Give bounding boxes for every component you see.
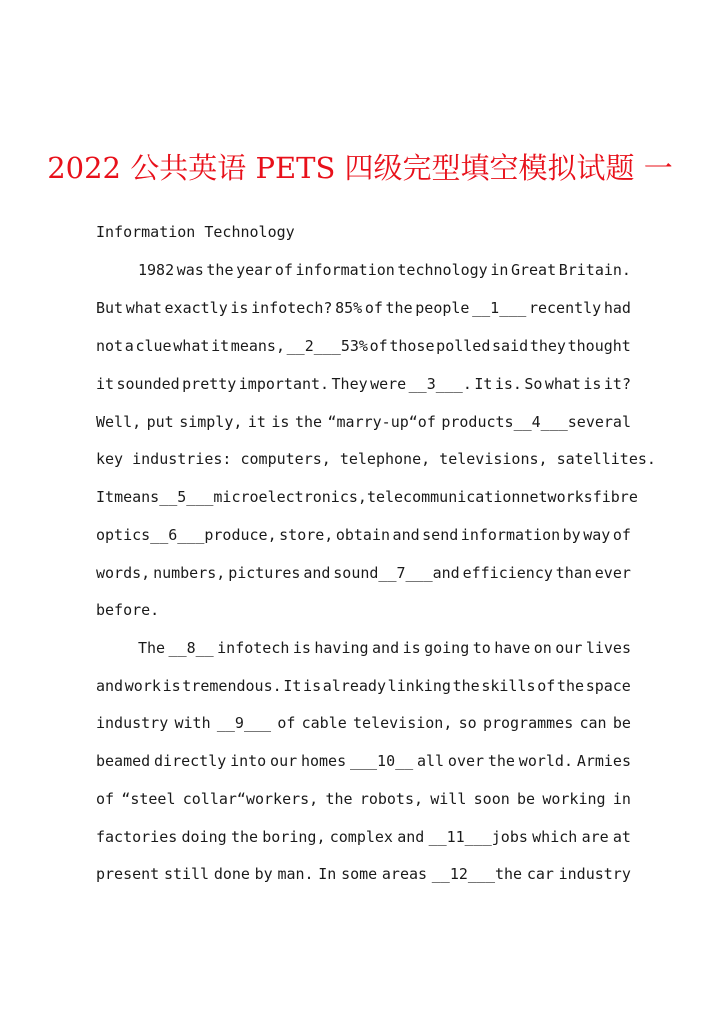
word: obtain bbox=[335, 526, 391, 544]
paragraph-line bbox=[96, 561, 631, 585]
paragraph-line bbox=[96, 711, 631, 735]
paragraph-line bbox=[96, 523, 631, 547]
word: working bbox=[542, 790, 606, 808]
word: done bbox=[213, 865, 250, 883]
word: having bbox=[314, 639, 369, 657]
word: all bbox=[417, 752, 445, 770]
word: lives bbox=[585, 639, 631, 657]
word: is bbox=[583, 375, 602, 393]
word: they bbox=[529, 337, 566, 355]
word: of bbox=[537, 677, 556, 695]
word: ever bbox=[594, 564, 631, 582]
word: store, bbox=[279, 526, 334, 544]
word: cable bbox=[301, 714, 347, 732]
document-title: 2022 公共英语 PETS 四级完型填空模拟试题 一 bbox=[47, 151, 673, 185]
word: the bbox=[294, 413, 323, 431]
paragraph-line: key industries: computers, telephone, televisions, satellites. bbox=[96, 450, 656, 468]
word: of bbox=[277, 714, 296, 732]
paragraph-line bbox=[138, 636, 631, 660]
word: is bbox=[230, 299, 249, 317]
word: infotech? bbox=[251, 299, 333, 317]
word: the bbox=[556, 677, 585, 695]
word: the bbox=[230, 828, 259, 846]
word: than bbox=[555, 564, 592, 582]
word: it bbox=[247, 413, 266, 431]
word: means bbox=[114, 488, 160, 506]
word: boring, bbox=[262, 828, 326, 846]
word: what bbox=[544, 375, 581, 393]
word: is. bbox=[494, 375, 522, 393]
paragraph-line bbox=[96, 334, 631, 358]
word: The bbox=[138, 639, 166, 657]
word: __2___53% bbox=[286, 337, 368, 355]
word: __1___ bbox=[472, 299, 527, 317]
word: are bbox=[581, 828, 609, 846]
word: fibre bbox=[592, 488, 638, 506]
word: some bbox=[341, 865, 378, 883]
word: It bbox=[474, 375, 493, 393]
word: industry bbox=[96, 714, 169, 732]
word: collar“workers, bbox=[182, 790, 319, 808]
word: Britain. bbox=[558, 261, 631, 279]
word: and bbox=[96, 677, 124, 695]
word: people bbox=[415, 299, 470, 317]
word: present bbox=[96, 865, 160, 883]
word: polled bbox=[436, 337, 491, 355]
word: recently bbox=[528, 299, 602, 317]
word: our bbox=[270, 752, 298, 770]
word: world. bbox=[518, 752, 573, 770]
paragraph-line bbox=[96, 749, 631, 773]
word: car bbox=[526, 865, 554, 883]
word: __9___ bbox=[216, 714, 272, 732]
word: be bbox=[612, 714, 631, 732]
word: __12___the bbox=[431, 865, 523, 883]
word: products__4___several bbox=[441, 413, 631, 431]
word: in bbox=[490, 261, 509, 279]
word: numbers, bbox=[153, 564, 226, 582]
word: tremendous. bbox=[182, 677, 282, 695]
word: “steel bbox=[121, 790, 176, 808]
word: of bbox=[274, 261, 293, 279]
word: sound__7___and bbox=[333, 564, 460, 582]
word: Well, bbox=[96, 413, 142, 431]
word: clue bbox=[135, 337, 172, 355]
word: have bbox=[494, 639, 531, 657]
word: by bbox=[562, 526, 581, 544]
word: at bbox=[612, 828, 631, 846]
word: still bbox=[163, 865, 210, 883]
word: It bbox=[96, 488, 115, 506]
word: pictures bbox=[228, 564, 301, 582]
paragraph-line bbox=[96, 372, 631, 396]
word: with bbox=[174, 714, 211, 732]
word: and bbox=[303, 564, 331, 582]
word: it bbox=[211, 337, 230, 355]
word: In bbox=[318, 865, 337, 883]
word: infotech bbox=[217, 639, 290, 657]
word: complex bbox=[329, 828, 393, 846]
word: areas bbox=[381, 865, 428, 883]
word: it? bbox=[603, 375, 631, 393]
word: __8__ bbox=[168, 639, 214, 657]
word: linking bbox=[387, 677, 451, 695]
paragraph-line bbox=[96, 410, 631, 434]
word: of bbox=[96, 790, 115, 808]
word: and bbox=[392, 526, 420, 544]
word: ___10__ bbox=[349, 752, 414, 770]
word: the bbox=[487, 752, 515, 770]
paragraph-line bbox=[138, 258, 631, 282]
word: programmes bbox=[482, 714, 574, 732]
word: our bbox=[555, 639, 583, 657]
paragraph-line bbox=[96, 825, 631, 849]
paragraph-line bbox=[96, 485, 638, 509]
word: can bbox=[579, 714, 607, 732]
word: exactly bbox=[164, 299, 228, 317]
word: industry bbox=[558, 865, 631, 883]
word: and bbox=[397, 828, 425, 846]
word: directly bbox=[154, 752, 227, 770]
word: doing bbox=[181, 828, 227, 846]
word: But bbox=[96, 299, 124, 317]
word: already bbox=[322, 677, 386, 695]
word: information bbox=[460, 526, 561, 544]
word: of bbox=[369, 337, 388, 355]
word: Great bbox=[510, 261, 557, 279]
word: telecommunication bbox=[366, 488, 521, 506]
section-heading: Information Technology bbox=[96, 223, 295, 241]
word: so bbox=[458, 714, 477, 732]
word: thought bbox=[567, 337, 631, 355]
word: to bbox=[472, 639, 491, 657]
word: means, bbox=[230, 337, 285, 355]
word: 85% bbox=[335, 299, 363, 317]
word: put bbox=[146, 413, 174, 431]
word: robots, bbox=[359, 790, 424, 808]
word: is bbox=[303, 677, 322, 695]
word: information bbox=[295, 261, 395, 279]
paragraph-line bbox=[96, 296, 631, 320]
word: homes bbox=[300, 752, 347, 770]
word: It bbox=[283, 677, 302, 695]
word: beamed bbox=[96, 752, 151, 770]
word: the bbox=[325, 790, 353, 808]
word: man. bbox=[277, 865, 314, 883]
word: work bbox=[124, 677, 161, 695]
word: space bbox=[585, 677, 631, 695]
word: of bbox=[612, 526, 631, 544]
word: is bbox=[162, 677, 181, 695]
word: is bbox=[271, 413, 290, 431]
word: is bbox=[402, 639, 421, 657]
word: way bbox=[583, 526, 611, 544]
word: those bbox=[389, 337, 435, 355]
word: not bbox=[96, 337, 124, 355]
word: had bbox=[603, 299, 631, 317]
word: __5___ bbox=[159, 488, 214, 506]
word: factories bbox=[96, 828, 178, 846]
word: Armies bbox=[576, 752, 631, 770]
word: They bbox=[331, 375, 368, 393]
word: send bbox=[422, 526, 459, 544]
word: into bbox=[230, 752, 267, 770]
word: networks bbox=[520, 488, 593, 506]
paragraph-line bbox=[96, 674, 631, 698]
word: efficiency bbox=[462, 564, 553, 582]
word: sounded bbox=[116, 375, 180, 393]
word: of bbox=[364, 299, 383, 317]
word: a bbox=[124, 337, 134, 355]
word: the bbox=[452, 677, 480, 695]
word: __11___jobs bbox=[428, 828, 528, 846]
word: important. bbox=[238, 375, 330, 393]
word: words, bbox=[96, 564, 151, 582]
word: will bbox=[430, 790, 467, 808]
word: soon bbox=[473, 790, 510, 808]
paragraph-line bbox=[96, 787, 631, 811]
word: by bbox=[254, 865, 273, 883]
word: the bbox=[385, 299, 413, 317]
word: be bbox=[517, 790, 536, 808]
word: in bbox=[612, 790, 631, 808]
word: it bbox=[96, 375, 115, 393]
word: said bbox=[492, 337, 529, 355]
paragraph-line bbox=[96, 862, 631, 886]
word: what bbox=[173, 337, 210, 355]
word: “marry-up“of bbox=[327, 413, 436, 431]
word: technology bbox=[397, 261, 488, 279]
word: simply, bbox=[179, 413, 243, 431]
paragraph-line: before. bbox=[96, 601, 160, 619]
word: and bbox=[372, 639, 400, 657]
word: were bbox=[370, 375, 407, 393]
word: microelectronics, bbox=[213, 488, 367, 506]
word: television, bbox=[353, 714, 453, 732]
word: on bbox=[533, 639, 552, 657]
word: the bbox=[206, 261, 234, 279]
word: over bbox=[447, 752, 485, 770]
word: So bbox=[524, 375, 543, 393]
word: pretty bbox=[182, 375, 237, 393]
word: year bbox=[236, 261, 273, 279]
word: what bbox=[125, 299, 162, 317]
word: is bbox=[292, 639, 311, 657]
word: was bbox=[176, 261, 204, 279]
word: 1982 bbox=[138, 261, 175, 279]
word: optics__6___produce, bbox=[96, 526, 277, 544]
word: going bbox=[424, 639, 470, 657]
word: skills bbox=[481, 677, 536, 695]
word: __3___. bbox=[408, 375, 472, 393]
word: which bbox=[532, 828, 578, 846]
